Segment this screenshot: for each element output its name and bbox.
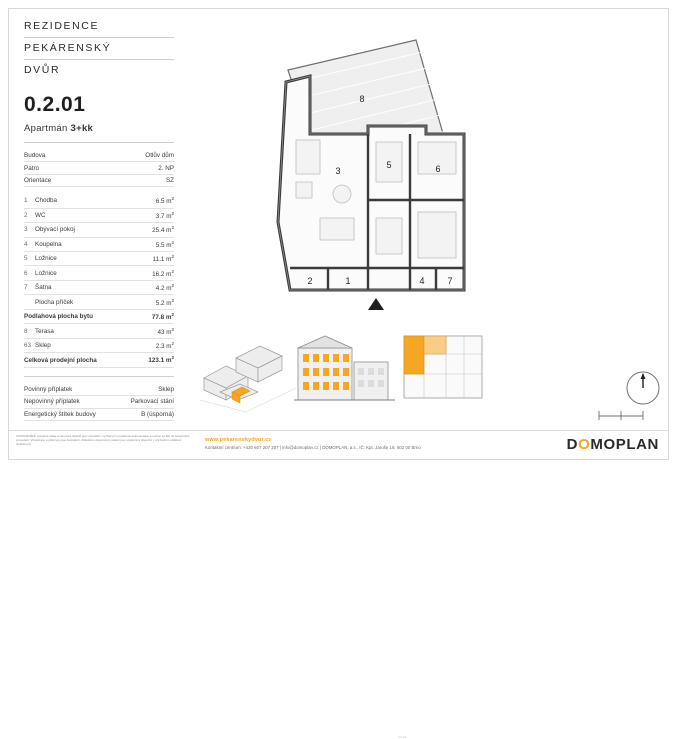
scale-bar	[597, 406, 647, 424]
room-row	[24, 266, 174, 280]
meta-value: SZ	[97, 174, 174, 186]
room-label-4: 4	[419, 276, 425, 286]
brand-line-1: REZIDENCE	[24, 18, 174, 38]
floor-area-value: 77.8 $m^2$	[133, 309, 174, 323]
sheet-code: 0.2.01	[398, 735, 407, 739]
brand-line-3: DVŮR	[24, 64, 61, 76]
room-row	[24, 194, 174, 208]
room-name: Plocha příček	[35, 295, 133, 309]
meta-value: Otlův dům	[97, 150, 174, 162]
room-row	[24, 208, 174, 222]
project-brand	[24, 18, 174, 81]
room-area: 25.4 $m^2$	[133, 223, 174, 237]
key-plan-highlight	[404, 336, 424, 374]
attribute-value: Parkovací stání	[117, 396, 174, 408]
room-area: 3.7 $m^2$	[133, 208, 174, 222]
unit-type-value: 3+kk	[70, 123, 94, 134]
room-number: 2	[24, 208, 35, 222]
attribute-value: Sklep	[117, 384, 174, 396]
entrance-arrow	[368, 298, 384, 310]
floor-plan-svg	[250, 22, 540, 322]
attributes-table	[24, 384, 174, 421]
room-name: Ložnice	[35, 252, 133, 266]
meta-row	[24, 162, 174, 174]
extra-name: Terasa	[35, 324, 133, 338]
logo-part-accent: O	[578, 436, 591, 453]
room-name: Šatna	[35, 280, 133, 294]
attribute-row	[24, 396, 174, 408]
extra-row	[24, 324, 174, 338]
site-isometric-svg	[196, 330, 306, 416]
extra-number: 8	[24, 324, 35, 338]
total-area-row	[24, 353, 174, 367]
floor-area-row	[24, 309, 174, 323]
room-label-8: 8	[359, 94, 365, 104]
room-name: WC	[35, 208, 133, 222]
room-number: 5	[24, 252, 35, 266]
meta-row	[24, 150, 174, 162]
room-name: Ložnice	[35, 266, 133, 280]
room-label-1: 1	[345, 276, 351, 286]
brand-line-2: PEKÁRENSKÝ	[24, 40, 174, 60]
extra-row	[24, 338, 174, 352]
scale-bar-svg	[597, 406, 647, 424]
key-plan	[398, 330, 488, 408]
meta-row	[24, 174, 174, 186]
extra-area: 2.3 $m^2$	[133, 338, 174, 352]
room-area: 5.2 $m^2$	[133, 295, 174, 309]
info-panel	[24, 18, 174, 421]
room-number: 4	[24, 237, 35, 251]
room-area: 5.5 $m^2$	[133, 237, 174, 251]
floor-area-label: Podlahová plocha bytu	[24, 309, 133, 323]
website-link[interactable]: www.pekarenskydvur.cz	[205, 437, 272, 443]
logo-part-right: MOPLAN	[590, 436, 659, 453]
meta-key: Budova	[24, 150, 97, 162]
room-label-7: 7	[447, 276, 453, 286]
attribute-value: B (úsporná)	[117, 408, 174, 420]
room-row	[24, 280, 174, 294]
facade-elevation	[292, 330, 397, 416]
unit-code: 0.2.01	[24, 93, 86, 116]
facade-svg	[292, 330, 397, 416]
room-name: Obývací pokoj	[35, 223, 133, 237]
attribute-row	[24, 408, 174, 420]
room-name: Chodba	[35, 194, 133, 208]
extra-area: 43 $m^2$	[133, 324, 174, 338]
extra-name: Sklep	[35, 338, 133, 352]
room-number	[24, 295, 35, 309]
room-row	[24, 295, 174, 309]
room-label-2: 2	[307, 276, 313, 286]
key-plan-svg	[398, 330, 488, 408]
logo-part-left: D	[566, 436, 579, 453]
extra-number: 63	[24, 338, 35, 352]
room-area: 16.2 $m^2$	[133, 266, 174, 280]
meta-value: 2. NP	[97, 162, 174, 174]
meta-table	[24, 150, 174, 187]
room-name: Koupelna	[35, 237, 133, 251]
room-table	[24, 194, 174, 368]
room-row	[24, 223, 174, 237]
meta-key: Orientace	[24, 174, 97, 186]
footer-divider	[9, 430, 668, 431]
room-number: 1	[24, 194, 35, 208]
room-area: 4.2 $m^2$	[133, 280, 174, 294]
unit-type	[24, 123, 174, 134]
room-area: 11.1 $m^2$	[133, 252, 174, 266]
company-logo	[567, 436, 659, 453]
room-number: 7	[24, 280, 35, 294]
attribute-key: Nepovinný příplatek	[24, 396, 117, 408]
attribute-key: Energetický štítek budovy	[24, 408, 117, 420]
contact-line: Kontaktní centrum: +420 607 207 207 | info@domoplan.cz | DOMOPLAN, a.s., IČ: Kpt. Jaroše 19, 602 00 Brno	[205, 445, 421, 450]
compass-icon	[625, 370, 661, 406]
meta-key: Patro	[24, 162, 97, 174]
total-area-label: Celková prodejní plocha	[24, 353, 133, 367]
room-area: 6.5 $m^2$	[133, 194, 174, 208]
unit-type-label: Apartmán	[24, 123, 68, 134]
room-number: 3	[24, 223, 35, 237]
contact-block	[205, 437, 535, 451]
divider-attributes	[24, 376, 174, 377]
divider	[24, 142, 174, 143]
room-number: 6	[24, 266, 35, 280]
compass-svg	[625, 370, 661, 406]
room-label-6: 6	[435, 164, 441, 174]
room-row	[24, 237, 174, 251]
floor-plan	[250, 22, 540, 322]
room-label-5: 5	[386, 160, 392, 170]
disclaimer-text: UPOZORNĚNÍ: Uvedené údaje a situování objektů jsou orientační, vycházejí z projektové dokumentace a mohou se lišit od skutečného provedení. Vizualizace a půdorysy jsou ilustrativní. Aktuálně a doporučení ostatní jsou výslovně k dispozici v obchodním oddělení společnosti.	[16, 434, 190, 447]
total-area-value: 123.1 $m^2$	[133, 353, 174, 367]
room-row	[24, 252, 174, 266]
attribute-row	[24, 384, 174, 396]
attribute-key: Povinný příplatek	[24, 384, 117, 396]
room-label-3: 3	[335, 166, 341, 176]
